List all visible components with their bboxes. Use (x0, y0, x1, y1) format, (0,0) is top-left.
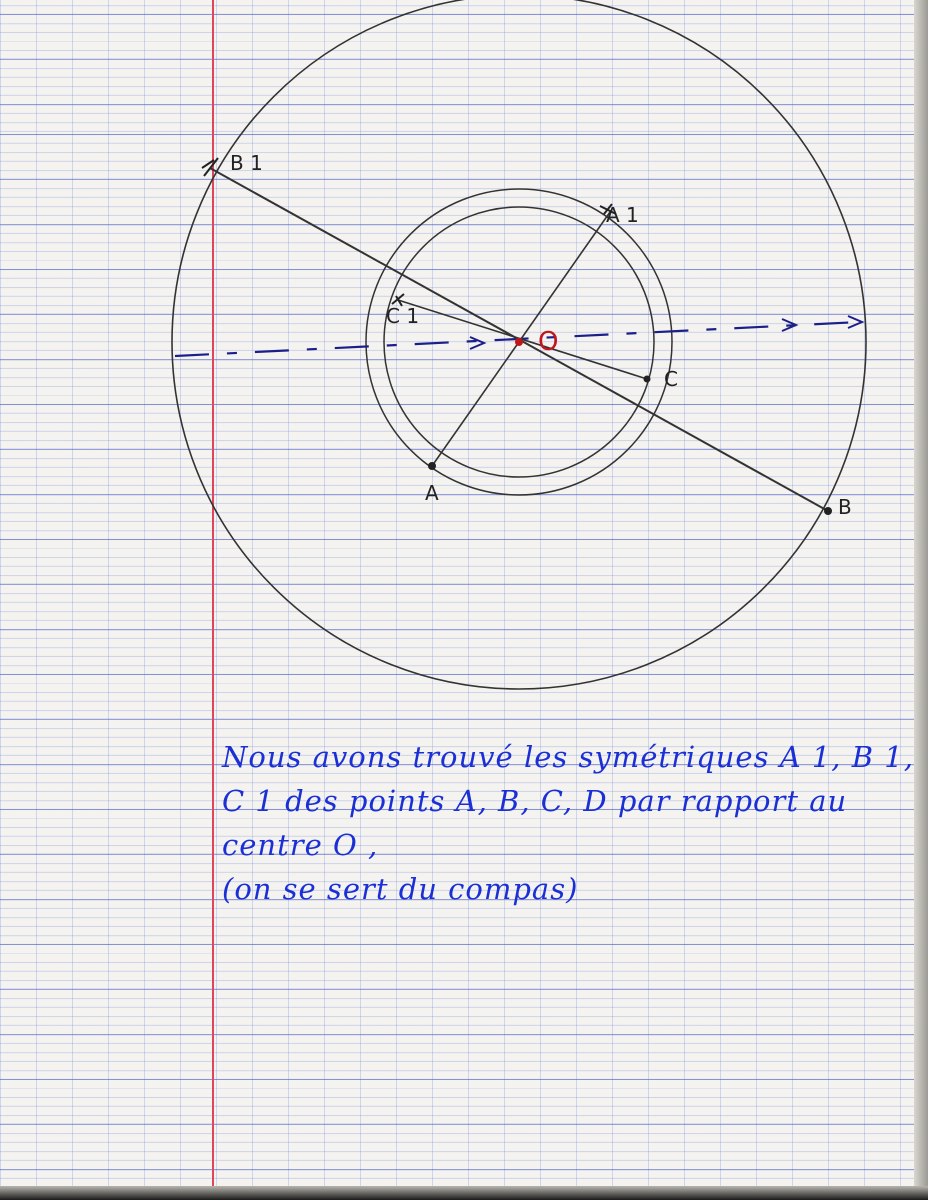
point-a (428, 462, 436, 470)
axis-arrow-center (470, 337, 484, 349)
point-c (644, 376, 651, 383)
axis-arrowhead (848, 316, 862, 328)
segment-c1-c (398, 300, 647, 379)
point-b (824, 507, 832, 515)
label-b1: B 1 (230, 151, 263, 175)
text-line-3: centre O , (222, 828, 379, 862)
text-line-4: (on se sert du compas) (222, 872, 579, 906)
label-c: C (664, 367, 678, 391)
text-line-1: Nous avons trouvé les symétriques A 1, B 1, (222, 740, 914, 774)
label-c1: C 1 (386, 304, 420, 328)
text-line-2: C 1 des points A, B, C, D par rapport au (222, 784, 848, 818)
label-a1: A 1 (606, 203, 639, 227)
label-o: O (538, 327, 559, 357)
page-edge-bottom (0, 1186, 928, 1200)
label-a: A (425, 481, 439, 505)
page-edge-right (914, 0, 928, 1200)
center-point (515, 338, 523, 346)
label-b: B (838, 495, 852, 519)
